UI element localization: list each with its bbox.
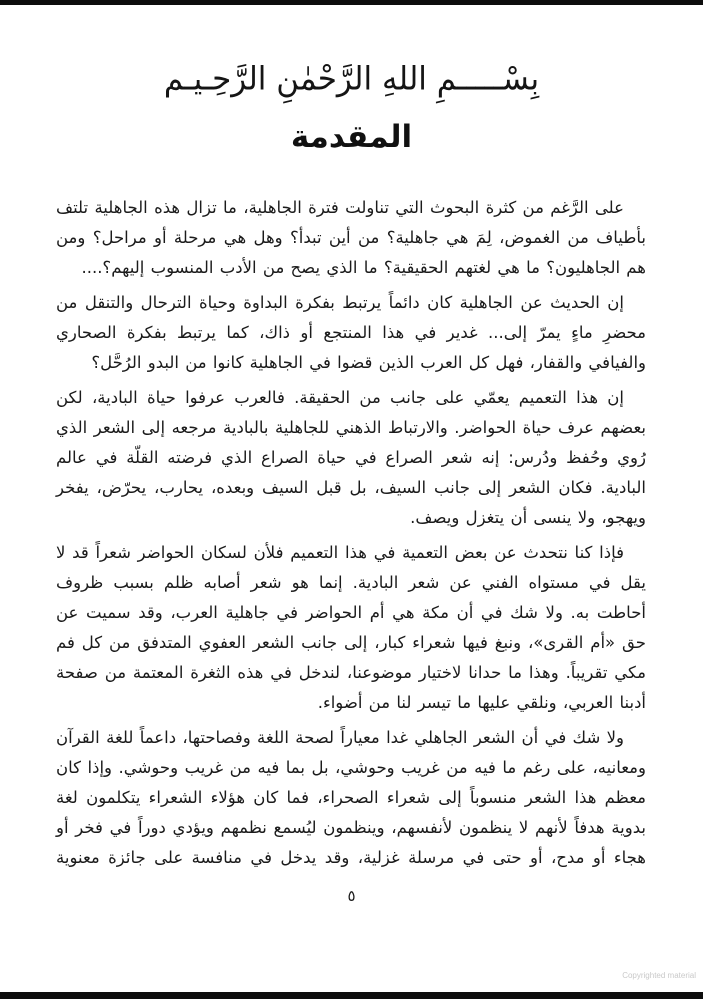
body-text (56, 193, 646, 873)
paragraph-4: فإذا كنا نتحدث عن بعض التعمية في هذا التعميم فلأن لسكان الحواضر شعراً قد لا يقل في مستواه الفني عن شعر البادية. إنما هو شعر أصابه ظلم بسبب ظروف أحاطت به. ولا شك في أن مكة هي أم الحواضر في جاهلية العرب، وقد سميت عن حق «أم القرى»، ونبغ فيها شعراء كبار، إلى جانب الشعر العفوي المتدفق من كل فم مكي تقريباً. وهذا ما حدانا لاختيار موضوعنا، لندخل في هذه الثغرة المعتمة من صفحة أدبنا العربي، ونلقي عليها ما تيسر لنا من أضواء. (56, 543, 646, 712)
paragraph-5: ولا شك في أن الشعر الجاهلي غدا معياراً لصحة اللغة وفصاحتها، داعماً للغة القرآن ومعانيه، على رغم ما فيه من غريب وحوشي، بل بما فيه من غريب وحوشي. وإذا كان معظم هذا الشعر منسوباً إلى شعراء الصحراء، فما كان هؤلاء الشعراء يتكلمون لغة بدوية هدفاً لأنهم لا ينظمون لأنفسهم، وينظمون ليُسمع نظمهم ويؤدي دوراً في فخر أو هجاء أو مدح، أو حتى في مرسلة غزلية، وقد يدخل في منافسة على جائزة معنوية (56, 728, 646, 867)
scan-edge-bottom (0, 992, 703, 999)
paragraph-1: على الرَّغم من كثرة البحوث التي تناولت فترة الجاهلية، ما تزال هذه الجاهلية تلتف بأطياف من الغموض، لِمَ هي جاهلية؟ من أين تبدأ؟ وهل هي مرحلة أو مراحل؟ ومن هم الجاهليون؟ ما هي لغتهم الحقيقية؟ ما الذي يصح من الأدب المنسوب إليهم؟.... (56, 198, 646, 277)
page-title: المقدمة (290, 119, 413, 155)
page-number: ٥ (347, 887, 356, 905)
book-page (0, 5, 703, 992)
watermark-text: Copyrighted material (622, 971, 696, 980)
paragraph-3: إن هذا التعميم يعمّي على جانب من الحقيقة. فالعرب عرفوا حياة البادية، لكن بعضهم عرف حياة الحواضر. والارتباط الذهني للجاهلية بالبادية مرجعه إلى الشعر الذي رُوي وحُفظ ودُرس: إنه شعر الصراع في حياة الصراع الذي فرضته القلّة في عالم البادية. فكان الشعر إلى جانب السيف، بل قبل السيف وبعده، يحارب، يحرّض، يفخر ويهجو، ولا ينسى أن يتغزل ويصف. (56, 388, 646, 527)
bismillah-calligraphy: بِسْـــــمِ اللهِ الرَّحْمٰنِ الرَّحِـيـم (163, 60, 540, 98)
paragraph-2: إن الحديث عن الجاهلية كان دائماً يرتبط بفكرة البداوة وحياة الترحال والتنقل من محضرِ ماءٍ يمرّ إلى... غدير في هذا المنتجع أو ذاك، كما يرتبط بفكرة الصحاري والفيافي والقفار، فهل كل العرب الذين قضوا في الجاهلية كانوا من البدو الرُحَّل؟ (56, 293, 646, 372)
